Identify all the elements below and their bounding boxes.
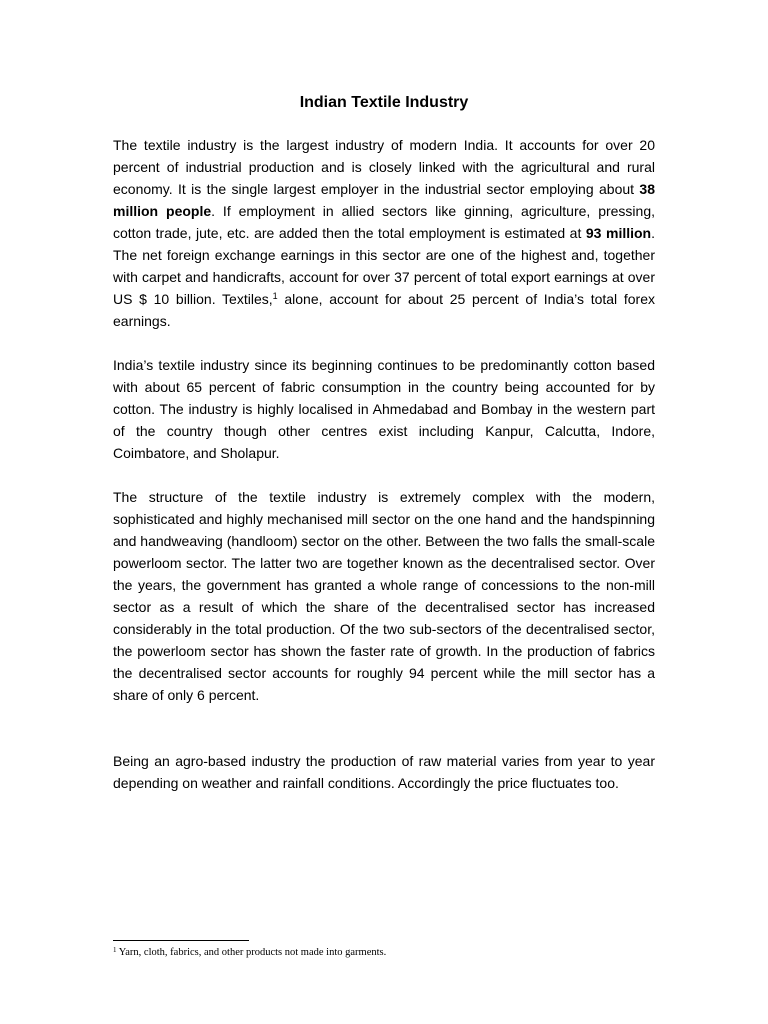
paragraph-1-text-b: . If employment in allied sectors like ginning, agriculture, pressing, cotton trade, jute, etc. are added then the total employment is estimated at: [113, 203, 656, 241]
footnote: [113, 946, 655, 960]
paragraph-2: India’s textile industry since its beginning continues to be predominantly cotton based with about 65 percent of fabric consumption in the country being accounted for by cotton. The industry is highly localised in Ahmedabad and Bombay in the western part of the country though other centres exist including Kanpur, Calcutta, Indore, Coimbatore, and Sholapur.: [113, 357, 655, 461]
paragraph-1-text-c: . The net foreign exchange earnings in this sector are one of the highest and, together with carpet and handicrafts, account for over 37 percent of total export earnings at over US $ 10 billion. Textiles,: [113, 225, 655, 307]
footnote-separator: [113, 940, 249, 941]
footnote-reference: 1: [272, 291, 278, 301]
footnote-text: Yarn, cloth, fabrics, and other products not made into garments.: [116, 947, 387, 958]
paragraph-3: The structure of the textile industry is extremely complex with the modern, sophisticated and highly mechanised mill sector on the one hand and the handspinning and handweaving (handloom) sector on the other. Between the two falls the small-scale powerloom sector. The latter two are together known as the decentralised sector. Over the years, the government has granted a whole range of concessions to the non-mill sector as a result of which the share of the decentralised sector has increased considerably in the total production. Of the two sub-sectors of the decentralised sector, the powerloom sector has shown the faster rate of growth. In the production of fabrics the decentralised sector accounts for roughly 94 percent while the mill sector has a share of only 6 percent.: [113, 489, 655, 703]
bold-employment-figure: 38 million people: [113, 181, 655, 219]
paragraph-1-text-d: alone, account for about 25 percent of India’s total forex earnings.: [113, 291, 655, 329]
footnote-marker: 1: [113, 946, 117, 954]
paragraph-1-text-a: The textile industry is the largest industry of modern India. It accounts for over 20 percent of industrial production and is closely linked with the agricultural and rural economy. It is the single largest employer in the industrial sector employing about: [113, 137, 655, 197]
paragraph-1: [113, 134, 655, 332]
page-title: Indian Textile Industry: [299, 94, 469, 111]
bold-total-employment: 93 million: [585, 225, 652, 241]
paragraph-4: Being an agro-based industry the production of raw material varies from year to year depending on weather and rainfall conditions. Accordingly the price fluctuates too.: [113, 753, 655, 791]
